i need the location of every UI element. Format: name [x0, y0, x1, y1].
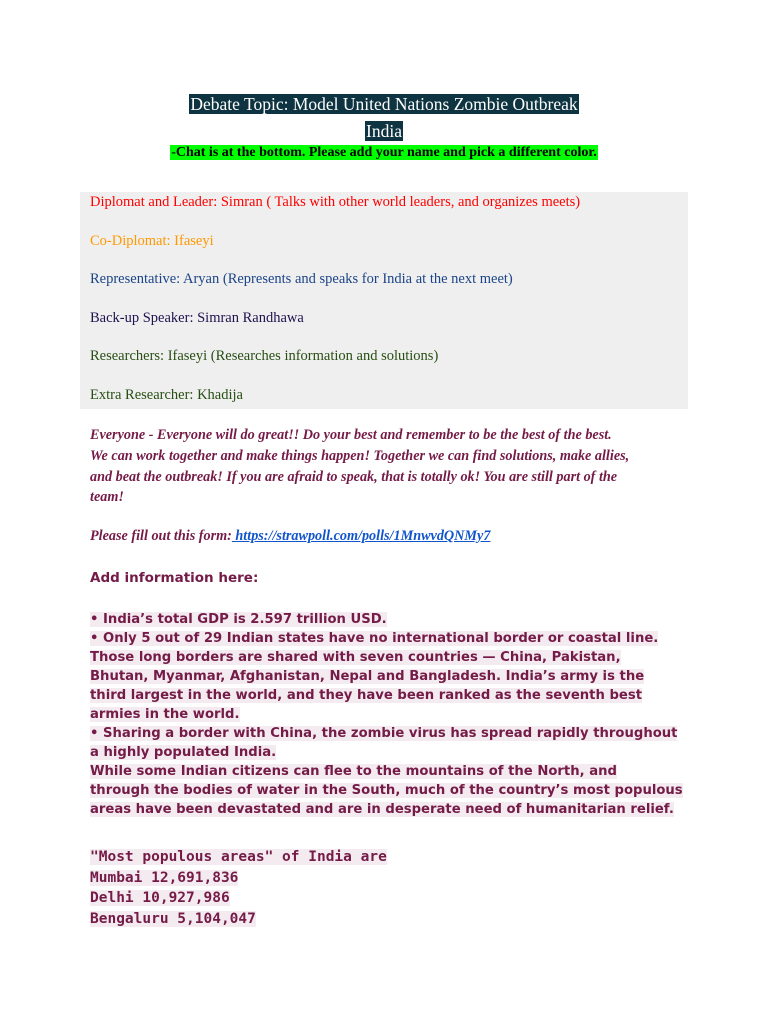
debate-title [0, 93, 768, 115]
fact-line: Bhutan, Myanmar, Afghanistan, Nepal and Bangladesh. India’s army is the [90, 669, 645, 684]
strawpoll-link[interactable]: https://strawpoll.com/polls/1MnwvdQNMy7 [231, 528, 491, 544]
chat-notice [0, 144, 768, 162]
populous-city: Mumbai 12,691,836 [90, 869, 239, 886]
populous-city: Delhi 10,927,986 [90, 890, 230, 906]
country-title-text: India [366, 121, 402, 141]
encouragement-paragraph [90, 425, 680, 508]
chat-notice-text: -Chat is at the bottom. Please add your name and pick a different color. [171, 145, 597, 160]
populous-areas [90, 847, 387, 929]
fact-line: Those long borders are shared with seven countries — China, Pakistan, [90, 650, 621, 665]
country-title [0, 120, 768, 142]
encouragement-line: Everyone - Everyone will do great!! Do your best and remember to be the best of the best. [90, 427, 612, 443]
fact-line: • India’s total GDP is 2.597 trillion USD. [90, 612, 387, 627]
form-label: Please fill out this form: [90, 528, 232, 544]
info-facts [90, 610, 690, 819]
fact-line: a highly populated India. [90, 745, 277, 760]
populous-city: Bengaluru 5,104,047 [90, 910, 256, 927]
debate-title-text: Debate Topic: Model United Nations Zombie Outbreak [190, 94, 578, 114]
fact-line: While some Indian citizens can flee to the mountains of the North, and [90, 764, 617, 779]
info-heading: Add information here: [90, 570, 259, 586]
fact-line: areas have been devastated and are in desperate need of humanitarian relief. [90, 802, 674, 817]
fact-line: through the bodies of water in the South, much of the country’s most populous [90, 783, 683, 798]
role-diplomat: Diplomat and Leader: Simran ( Talks with other world leaders, and organizes meets) [90, 194, 581, 210]
role-extra-researcher: Extra Researcher: Khadija [90, 387, 243, 403]
encouragement-line: team! [90, 489, 124, 506]
fact-line: • Sharing a border with China, the zombie virus has spread rapidly throughout [90, 726, 678, 741]
form-line [90, 526, 490, 546]
encouragement-line: and beat the outbreak! If you are afraid to speak, that is totally ok! You are still part of the [90, 468, 618, 485]
fact-line: armies in the world. [90, 707, 240, 722]
fact-line: • Only 5 out of 29 Indian states have no international border or coastal line. [90, 631, 659, 646]
role-researchers: Researchers: Ifaseyi (Researches information and solutions) [90, 348, 439, 364]
roles-panel [80, 192, 688, 409]
role-co-diplomat: Co-Diplomat: Ifaseyi [90, 233, 214, 249]
encouragement-line: We can work together and make things happen! Together we can find solutions, make allies, [90, 447, 630, 464]
fact-line: third largest in the world, and they have been ranked as the seventh best [90, 688, 642, 703]
role-representative: Representative: Aryan (Represents and speaks for India at the next meet) [90, 271, 513, 287]
populous-heading: "Most populous areas" of India are [90, 849, 387, 865]
role-backup-speaker: Back-up Speaker: Simran Randhawa [90, 310, 304, 326]
